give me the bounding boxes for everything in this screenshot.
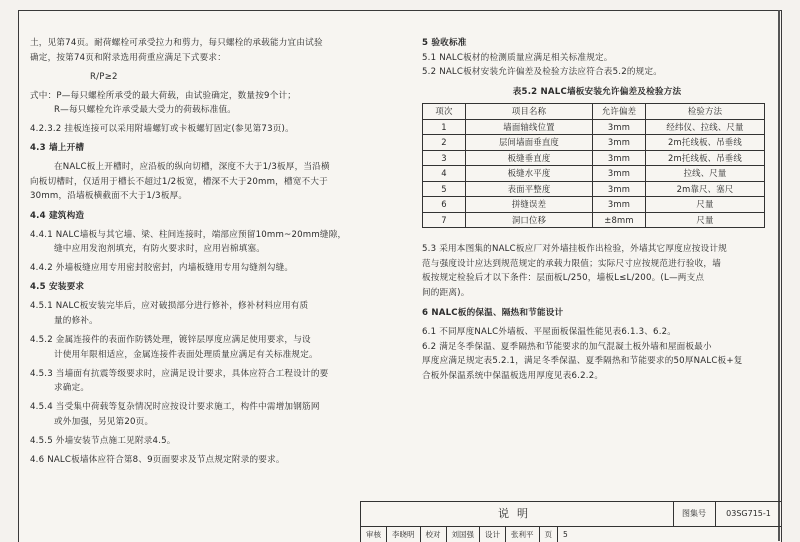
review-label: 审核 <box>361 527 387 542</box>
text-line: 土，见第74页。耐荷螺栓可承受拉力和剪力，每只螺栓的承载能力宜由试验 <box>30 38 323 48</box>
sheet-edge <box>778 10 780 541</box>
table-row <box>423 181 765 197</box>
text-line: 6.2 满足冬季保温、夏季隔热和节能要求的加气混凝土板外墙和屋面板最小 <box>422 341 712 352</box>
text-line: 间的距离)。 <box>422 287 470 298</box>
sheet-title: 说明 <box>361 502 674 527</box>
table-cell: 板缝水平度 <box>466 166 593 182</box>
table-cell: 洞口位移 <box>466 212 593 228</box>
table-cell: 3mm <box>593 135 646 151</box>
formula: R/P≥2 <box>90 71 118 82</box>
table-row <box>423 135 765 151</box>
text-line: 4.5.1 NALC板安装完毕后，应对破损部分进行修补，修补材料应用有质 <box>30 301 309 312</box>
text-line: 板按规定检验后才以下条件：层面板L/250，墙板L≤L/200。(L—两支点 <box>422 273 705 283</box>
table-cell: 板缝垂直度 <box>466 150 593 166</box>
text-line: 量的修补。 <box>54 315 98 326</box>
text-line: 计使用年限相适应，金属连接件表面处理质量应满足有关标准规定。 <box>54 349 318 360</box>
table-header: 检验方法 <box>646 104 765 120</box>
text-line: 4.5.5 外墙安装节点施工见附录4.5。 <box>30 435 176 446</box>
table-cell: 拉线、尺量 <box>646 166 765 182</box>
table-cell: 2m托线板、吊垂线 <box>646 135 765 151</box>
designer-name: 张利平 <box>506 527 540 542</box>
text-line: 缝中应用发泡剂填充，有防火要求时，应用岩棉填塞。 <box>54 244 266 255</box>
text-line: 4.4.1 NALC墙板与其它墙、梁、柱间连接时，端部应预留10mm~20mm缝隙， <box>30 229 347 240</box>
signature-row <box>361 527 781 542</box>
table-cell: 3mm <box>593 181 646 197</box>
text-line: 4.5.3 当墙面有抗震等级要求时，应满足设计要求，具体应符合工程设计的要 <box>30 368 329 379</box>
text-line: 30mm，沿墙板横截面不大于1/3板厚。 <box>30 191 188 202</box>
text-line: 4.4.2 外墙板缝应用专用密封胶密封，内墙板缝用专用勾缝剂勾缝。 <box>30 263 294 274</box>
section-heading: 4.5 安装要求 <box>30 282 85 293</box>
table-row <box>423 197 765 213</box>
text-line: 4.5.4 当受集中荷载等复杂情况时应按设计要求施工，构件中需增加钢筋网 <box>30 402 320 413</box>
table-row <box>423 119 765 135</box>
table-row <box>423 212 765 228</box>
text-line: 4.6 NALC板墙体应符合第8、9页面要求及节点规定附录的要求。 <box>30 454 285 465</box>
check-label: 校对 <box>421 527 447 542</box>
section-heading: 4.4 建筑构造 <box>30 210 85 221</box>
checker-name: 刘国强 <box>447 527 481 542</box>
table-cell: 2m托线板、吊垂线 <box>646 150 765 166</box>
text-line: 在NALC板上开槽时，应沿板的纵向切槽，深度不大于1/3板厚，当沿横 <box>54 162 330 173</box>
table-cell: 尺量 <box>646 197 765 213</box>
table-row <box>423 150 765 166</box>
text-line: 确定，按第74页和附录选用荷重应满足下式要求： <box>30 52 227 63</box>
text-line: 4.5.2 金属连接件的表面作防锈处理，镀锌层厚度应满足使用要求，与设 <box>30 335 311 346</box>
text-line: 求确定。 <box>54 383 90 394</box>
text-line: 5.2 NALC板材安装允许偏差及检验方法应符合表5.2的规定。 <box>422 67 663 77</box>
atlas-number-label: 图集号 <box>673 502 716 527</box>
table-caption: 表5.2 NALC墙板安装允许偏差及检验方法 <box>512 86 682 97</box>
reviewer-name: 李晓明 <box>387 527 421 542</box>
atlas-number: 03SG715-1 <box>716 502 781 527</box>
table-header: 允许偏差 <box>593 104 646 120</box>
table-cell: 1 <box>423 119 466 135</box>
section-heading: 4.3 墙上开槽 <box>30 143 85 154</box>
table-header-row <box>423 104 765 120</box>
right-column-text <box>422 36 772 383</box>
table-cell: 经纬仪、拉线、尺量 <box>646 119 765 135</box>
table-cell: 3mm <box>593 197 646 213</box>
title-block <box>360 501 781 542</box>
table-header: 项次 <box>423 104 466 120</box>
table-cell: 尺量 <box>646 212 765 228</box>
text-line: 4.2.3.2 挂板连接可以采用附墙螺钉或卡板螺钉固定(参见第73页)。 <box>30 124 294 135</box>
table-cell: 3mm <box>593 150 646 166</box>
tolerance-table <box>422 103 765 228</box>
section-heading: 6 NALC板的保温、隔热和节能设计 <box>422 308 564 318</box>
text-line: 5.3 采用本图集的NALC板应厂对外墙挂板作出检验，外墙其它厚度应按设计规 <box>422 244 727 254</box>
table-cell: 2m靠尺、塞尺 <box>646 181 765 197</box>
table-cell: 墙面轴线位置 <box>466 119 593 135</box>
text-line: 合板外保温系统中保温板选用厚度见表6.2.2。 <box>422 370 604 381</box>
table-cell: 3 <box>423 150 466 166</box>
table-cell: 4 <box>423 166 466 182</box>
page-number: 5 <box>563 530 568 539</box>
text-line: 式中：P—每只螺栓所承受的最大荷载，由试验确定，数量按9个计； <box>30 90 297 101</box>
table-cell: 层间墙面垂直度 <box>466 135 593 151</box>
table-cell: ±8mm <box>593 212 646 228</box>
table-row <box>423 166 765 182</box>
text-line: 5.1 NALC板材的检测质量应满足相关标准规定。 <box>422 52 613 63</box>
table-header: 项目名称 <box>466 104 593 120</box>
table-cell: 7 <box>423 212 466 228</box>
section-heading: 5 验收标准 <box>422 38 467 48</box>
table-cell: 6 <box>423 197 466 213</box>
text-line: 向板切槽时，仅适用于槽长不超过1/2板宽，槽深不大于20mm，槽宽不大于 <box>30 176 328 187</box>
table-cell: 表面平整度 <box>466 181 593 197</box>
design-label: 设计 <box>480 527 506 542</box>
text-line: R—每只螺栓允许承受最大受力的荷载标准值。 <box>54 105 237 116</box>
left-column-text <box>30 36 390 467</box>
table-cell: 3mm <box>593 166 646 182</box>
text-line: 厚度应满足规定表5.2.1，满足冬季保温、夏季隔热和节能要求的50厚NALC板+复 <box>422 356 743 367</box>
text-line: 范与强度设计应达到规范规定的承载力限值；实际尺寸应按规范进行验收，墙 <box>422 258 721 269</box>
page-label: 页 <box>540 527 559 542</box>
table-cell: 2 <box>423 135 466 151</box>
table-cell: 5 <box>423 181 466 197</box>
table-cell: 拼缝误差 <box>466 197 593 213</box>
table-cell: 3mm <box>593 119 646 135</box>
text-line: 或外加强，另见第20页。 <box>54 416 154 427</box>
text-line: 6.1 不同厚度NALC外墙板、平屋面板保温性能见表6.1.3、6.2。 <box>422 327 677 338</box>
